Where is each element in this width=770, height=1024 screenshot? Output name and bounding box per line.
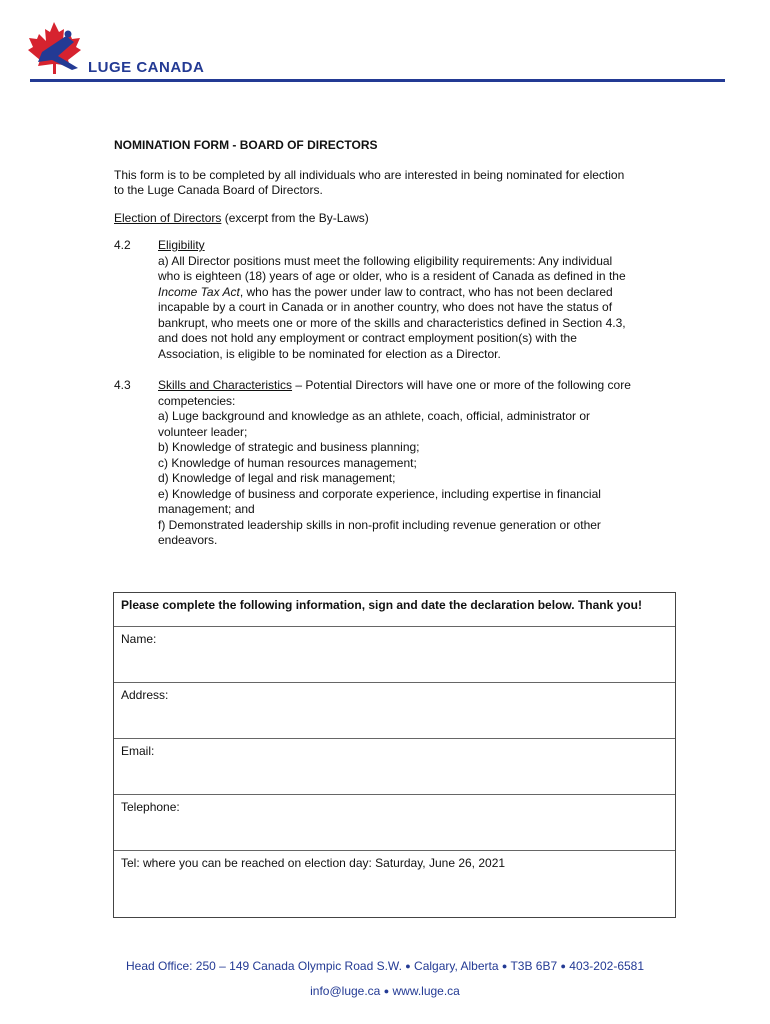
section-line: b) Knowledge of strategic and business planning; (158, 440, 420, 454)
footer-office: Head Office: 250 – 149 Canada Olympic Road S.W. (125, 959, 402, 973)
email-field[interactable]: Email: (114, 738, 675, 794)
intro-line: to the Luge Canada Board of Directors. (114, 183, 323, 197)
section-line: a) All Director positions must meet the following eligibility requirements: Any individual (158, 253, 613, 268)
footer-contact (0, 984, 770, 998)
italic-suffix: , who has the power under law to contract, who has not been declared (239, 284, 613, 299)
footer-website[interactable]: www.luge.ca (392, 984, 460, 998)
section-4-2 (114, 238, 674, 362)
section-number: 4.2 (114, 238, 131, 252)
section-heading-line (158, 378, 674, 394)
bullet-separator: ● (560, 961, 566, 971)
bullet-separator: ● (501, 961, 508, 971)
name-field[interactable]: Name: (114, 626, 675, 682)
section-line: a) Luge background and knowledge as an athlete, coach, official, administrator or (158, 409, 591, 423)
bullet-separator: ● (405, 961, 411, 971)
election-heading (114, 211, 674, 227)
document-title: NOMINATION FORM - BOARD OF DIRECTORS (114, 138, 378, 152)
footer-address (0, 959, 770, 973)
form-header: Please complete the following information, sign and date the declaration below. Thank you! (121, 598, 642, 612)
section-line: competencies: (158, 393, 236, 408)
section-line: and does not hold any employment or contract employment position(s) with the (158, 331, 577, 345)
logo-wordmark: LUGE CANADA (88, 59, 205, 76)
header-rule (30, 79, 725, 82)
section-line: e) Knowledge of business and corporate experience, including expertise in financial (158, 486, 601, 501)
section-heading-suffix: – Potential Directors will have one or more of the following core (292, 378, 631, 392)
italic-term: Income Tax Act (158, 284, 240, 299)
document-body (114, 138, 674, 565)
footer-city: Calgary, Alberta (414, 959, 499, 973)
bullet-separator: ● (383, 986, 390, 996)
section-heading: Skills and Characteristics (158, 378, 293, 392)
section-heading: Eligibility (158, 238, 205, 252)
section-line: Association, is eligible to be nominated for election as a Director. (158, 346, 501, 361)
section-line: who is eighteen (18) years of age or older, who is a resident of Canada as defined in the (158, 269, 626, 283)
section-number: 4.3 (114, 378, 131, 392)
address-field[interactable]: Address: (114, 682, 675, 738)
election-heading-title: Election of Directors (114, 210, 222, 225)
maple-leaf-icon (28, 22, 88, 74)
section-4-3 (114, 378, 674, 549)
footer-email[interactable]: info@luge.ca (310, 984, 381, 998)
election-day-telephone-field[interactable]: Tel: where you can be reached on election day: Saturday, June 26, 2021 (114, 850, 675, 917)
section-line: incapable by a court in Canada or in another country, who does not have the status of (158, 300, 613, 314)
section-line: volunteer leader; (158, 424, 248, 439)
section-line: bankrupt, who meets one or more of the skills and characteristics defined in Section 4.3, (158, 315, 626, 330)
section-line: c) Knowledge of human resources management; (158, 455, 417, 470)
footer-postal: T3B 6B7 (510, 959, 558, 973)
telephone-field[interactable]: Telephone: (114, 794, 675, 850)
section-line: d) Knowledge of legal and risk management; (158, 471, 396, 485)
election-heading-suffix: (excerpt from the By-Laws) (221, 210, 369, 225)
luge-canada-logo (28, 22, 238, 82)
footer-phone: 403-202-6581 (569, 959, 645, 973)
section-body (158, 238, 674, 362)
nomination-info-table (113, 592, 676, 918)
section-line (158, 285, 674, 301)
section-body (158, 378, 674, 549)
intro-line: This form is to be completed by all individuals who are interested in being nominated for election (114, 167, 625, 182)
section-line: endeavors. (158, 533, 218, 547)
intro-paragraph (114, 168, 674, 199)
section-line: management; and (158, 502, 255, 516)
section-line: f) Demonstrated leadership skills in non-profit including revenue generation or other (158, 517, 601, 532)
